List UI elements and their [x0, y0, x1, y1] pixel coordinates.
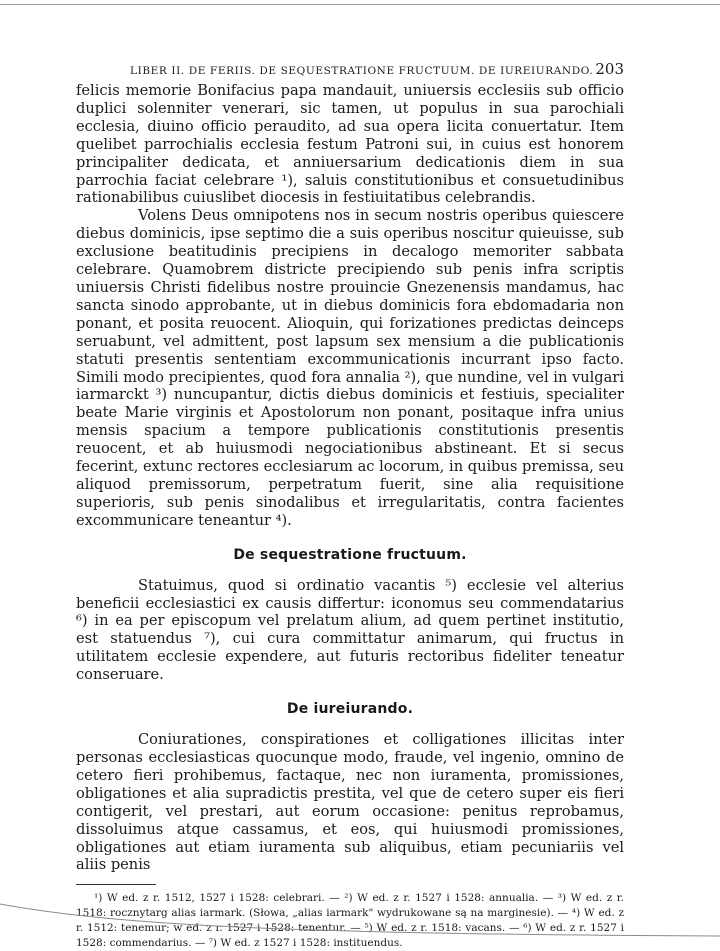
paragraph-iureiurando: Coniurationes, conspirationes et colligationes illicitas inter personas ecclesiasticas quocunque modo, fraude, vel ingenio, omnino de cetero fieri prohibemus, factaque, nec non iuramenta, promissiones, obligationes et alia supradictis prestita, vel que de cetero super eis fieri contigerit, vel prestari, aut eorum occasione: penitus reprobamus, dissoluimus atque cassamus, et eos, qui huiusmodi promissiones, obligationes aut etiam iuramenta sub aliquibus, etiam pecuniariis vel aliis penis	[76, 731, 624, 874]
running-title: LIBER II. DE FERIIS. DE SEQUESTRATIONE FRUCTUUM. DE IUREIURANDO.	[130, 65, 594, 77]
book-page	[76, 60, 624, 951]
page-number: 203	[595, 60, 624, 78]
running-head	[130, 60, 624, 78]
paragraph-dies-dominici: Volens Deus omnipotens nos in secum nostris operibus quiescere diebus dominicis, ipse septimo die a suis operibus noscitur quieuisse, sub exclusione beatitudinis precipiens in decalogo memoriter sabbata celebrare. Quamobrem districte precipiendo sub penis infra scriptis uniuersis Christi fidelibus nostre prouincie Gnezenensis mandamus, hac sancta sinodo approbante, ut in diebus dominicis fora ebdomadaria non ponant, et posita reuocent. Alioquin, qui forizationes predictas deinceps seruabunt, vel admittent, post lapsum sex mensium a die publicationis statuti presentis sententiam excommunicationis incurrant ipso facto. Simili modo precipientes, quod fora annalia ²), que nundine, vel in vulgari iarmarckt ³) nuncupantur, dictis diebus dominicis et festiuis, specialiter beate Marie virginis et Apostolorum non ponant, positaque infra unius mensis spacium a tempore publicationis constitutionis presentis reuocent, et ab huiusmodi negociationibus abstineant. Et si secus fecerint, extunc rectores ecclesiarum ac locorum, in quibus premissa, seu aliquod premissorum, perpetratum fuerit, sine alia requisitione superioris, sub penis sinodalibus et irregularitatis, contra facientes excommunicare teneantur ⁴).	[76, 207, 624, 529]
section-heading-sequestratione: De sequestratione fructuum.	[233, 546, 467, 563]
scan-bottom-edge	[0, 890, 720, 938]
scan-edge-line	[0, 4, 720, 5]
footnotes: ¹) W ed. z r. 1512, 1527 i 1528: celebrari. — ²) W ed. z r. 1527 i 1528: annualia. — ³) W ed. z r. 1518: rocznytarg alias iarmark. (Słowa, „alias iarmark" wydrukowane są na marginesie). — ⁴) W ed. z r. 1512: tenemur; w ed. z r. 1527 i 1528: tenentur. — ⁵) W ed. z r. 1518: vacans. — ⁶) W ed. z r. 1527 i 1528: commendarius. — ⁷) W ed. z 1527 i 1528: instituendus.	[76, 892, 624, 949]
paragraph-sequestratione: Statuimus, quod si ordinatio vacantis ⁵) ecclesie vel alterius beneficii ecclesiastici ex causis differtur: iconomus seu commendatarius ⁶) in ea per episcopum vel prelatum alium, ad quem pertinet institutio, est statuendus ⁷), cui cura committatur animarum, qui fructus in utilitatem ecclesie expendere, aut futuris rectoribus fideliter teneatur conseruare.	[76, 576, 624, 684]
section-heading-iureiurando: De iureiurando.	[286, 701, 414, 718]
footnote-separator	[76, 884, 156, 885]
paragraph-feriis-continued: felicis memorie Bonifacius papa mandauit, uniuersis ecclesiis sub officio duplici solenniter venerari, sic tamen, ut populus in sua parochiali ecclesia, diuino officio peraudito, ad sua opera licita conuertatur. Item quelibet parrochialis ecclesia festum Patroni sui, in cuius est honorem principaliter dedicata, et anniuersarium dedicationis diem in sua parrochia faciat celebrare ¹), saluis constitutionibus et consuetudinibus rationabilibus cuiuslibet diocesis in festiuitatibus celebrandis.	[76, 82, 624, 207]
